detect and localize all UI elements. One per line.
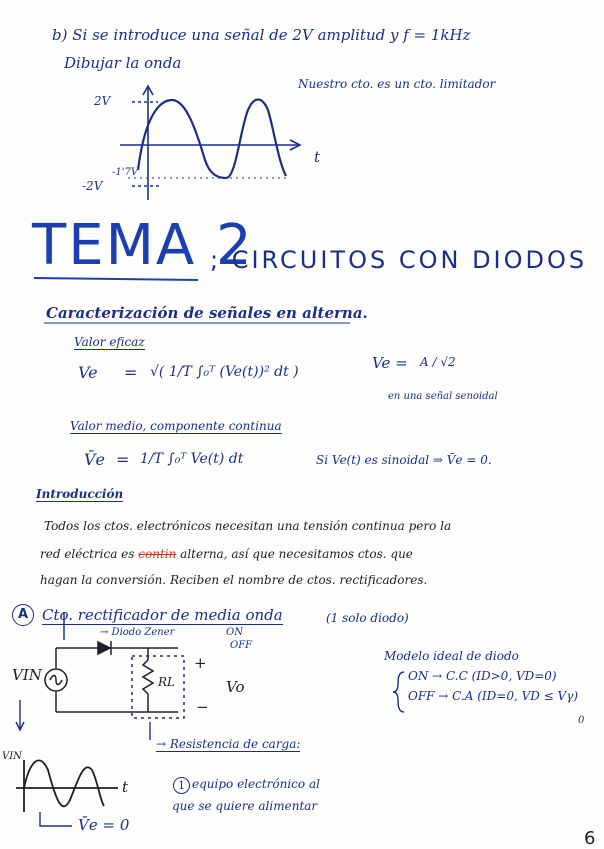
mean-label: Valor medio, componente continua xyxy=(70,419,282,433)
result-label: V̄e = 0 xyxy=(78,816,130,834)
title-underline xyxy=(34,278,198,280)
wave-vin-label: VIN xyxy=(2,751,22,762)
intro-line-2 xyxy=(40,548,413,560)
load-text-2: que se quiere alimentar xyxy=(172,799,318,813)
intro-line-1: Todos los ctos. electrónicos necesitan una tensión continua pero la xyxy=(44,519,452,533)
chapter-subtitle: ; CIRCUITOS CON DIODOS xyxy=(210,246,588,274)
diode-label: → Diodo Zener xyxy=(100,627,175,638)
section-b-prompt: b) Si se introduce una señal de 2V amplitud y f = 1kHz xyxy=(52,26,471,44)
graph-label-2v: 2V xyxy=(94,94,111,108)
vin-label: VIN xyxy=(12,666,42,684)
sine-curve xyxy=(24,760,104,806)
load-label: → Resistencia de carga: xyxy=(156,737,301,751)
intro-line-3: hagan la conversión. Reciben el nombre de ctos. rectificadores. xyxy=(40,573,428,587)
intro-line-2a: red eléctrica es xyxy=(40,547,135,561)
mean-note: Si Ve(t) es sinoidal ⇒ V̄e = 0. xyxy=(316,453,492,467)
limiter-note: Nuestro cto. es un cto. limitador xyxy=(298,77,496,91)
rms-sine-lhs: Ve = xyxy=(372,354,408,372)
input-wave xyxy=(16,760,118,812)
result-arrow xyxy=(40,812,72,826)
load-text-1: equipo electrónico al xyxy=(192,777,320,791)
page-number: 6 xyxy=(584,828,596,849)
limiter-graph xyxy=(120,86,300,200)
intro-heading: Introducción xyxy=(36,487,124,501)
model-title: Modelo ideal de diodo xyxy=(384,649,519,663)
rms-rhs: √( 1/T ∫₀ᵀ (Ve(t))² dt ) xyxy=(150,364,299,380)
mean-lhs: V̄e xyxy=(84,450,106,469)
rms-lhs: Ve xyxy=(78,363,98,382)
half-wave-note: (1 solo diodo) xyxy=(326,611,409,625)
mean-eq: = xyxy=(116,450,130,469)
rms-sine-note: en una señal senoidal xyxy=(388,391,498,402)
half-wave-heading: Cto. rectificador de media onda xyxy=(42,606,283,624)
clipped-wave xyxy=(138,100,286,179)
rms-eq: = xyxy=(124,363,138,382)
graph-label-17v: -1'7V xyxy=(112,167,139,178)
graph-label-neg2v: -2V xyxy=(82,179,103,193)
minus-sign: − xyxy=(196,698,209,716)
model-brace xyxy=(393,672,404,712)
source-symbol xyxy=(50,676,62,685)
vo-label: Vo xyxy=(226,678,245,696)
model-on: ON → C.C (ID>0, VD=0) xyxy=(408,669,557,683)
mean-rhs: 1/T ∫₀ᵀ Ve(t) dt xyxy=(140,451,244,467)
intro-line-2b: alterna, así que necesitamos ctos. que xyxy=(180,547,413,561)
plus-sign: + xyxy=(194,654,207,672)
diode-state-on: ON xyxy=(226,627,243,638)
resistor xyxy=(143,660,153,694)
wave-axis-label: t xyxy=(122,778,129,796)
characterization-heading: Caracterización de señales en alterna. xyxy=(46,304,368,322)
diode-triangle xyxy=(98,642,110,654)
model-vy-zero: 0 xyxy=(578,715,585,726)
graph-label-t: t xyxy=(314,148,321,166)
section-b-prompt-2: Dibujar la onda xyxy=(64,54,182,72)
chapter-title: TEMA 2 xyxy=(32,213,254,278)
rl-label: RL xyxy=(158,675,176,689)
load-marker: 1 xyxy=(173,777,190,794)
rms-label: Valor eficaz xyxy=(74,335,145,349)
intro-strike: contin xyxy=(138,547,177,561)
diode-state-off: OFF xyxy=(230,640,253,651)
section-a-marker: A xyxy=(12,604,34,626)
model-off: OFF → C.A (ID=0, VD ≤ Vγ) xyxy=(408,689,579,703)
rms-sine-rhs: A / √2 xyxy=(420,355,456,369)
